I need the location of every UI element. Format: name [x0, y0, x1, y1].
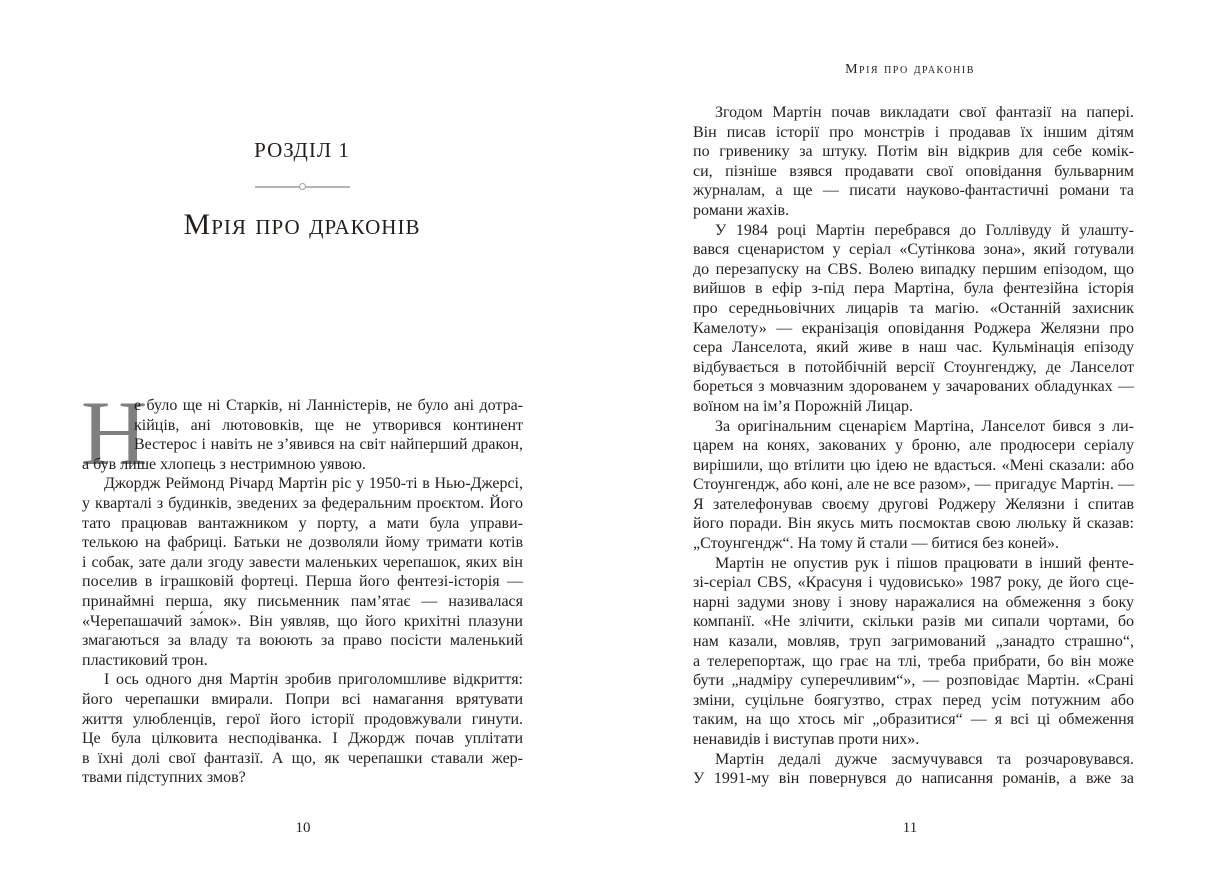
text-line: воїном на ім’я Порожній Лицар.	[693, 397, 914, 415]
text-line: відбувається в потойбічній версії Стоунгенджу, де Ланселот	[693, 358, 1134, 376]
left-body-text	[82, 396, 523, 788]
text-line: таким, на що хтось міг „образитися“ — я всі ці обмеження	[693, 711, 1134, 729]
text-line: царем на конях, закованих у броню, але продюсери серіалу	[693, 437, 1134, 455]
chapter-label: РОЗДІЛ 1	[254, 138, 350, 162]
paragraph	[693, 103, 1134, 221]
text-line: тато працював вантажником у порту, а мати була управи-	[82, 514, 523, 532]
text-line: його черепашки вмирали. Попри всі намагання врятувати	[82, 690, 523, 708]
page-number-left: 10	[295, 820, 311, 836]
text-line: пластиковий трон.	[82, 651, 208, 669]
text-line: І ось одного дня Мартін зробив приголомшливе відкриття:	[104, 671, 523, 689]
text-line: компанії. «Не злічити, скільки разів ми сипали чортами, бо	[693, 613, 1134, 631]
text-line: телькою на фабриці. Батьки не дозволяли йому тримати котів	[82, 534, 523, 552]
text-line: його поради. Він якусь мить посмоктав свою люльку й сказав:	[693, 515, 1134, 533]
text-line: вався сценаристом у серіал «Сутінкова зона», який готували	[693, 241, 1134, 259]
text-line: Джордж Реймонд Річард Мартін ріс у 1950-ті в Нью-Джерсі,	[104, 475, 523, 493]
text-line: Це була цілковита несподіванка. І Джордж почав уплітати	[82, 730, 523, 748]
page-number-right: 11	[902, 820, 918, 836]
text-line: Він писав історії про монстрів і продавав їх іншим дітям	[693, 123, 1134, 141]
text-line: поселив в іграшковій фортеці. Перша його фентезі-історія —	[82, 573, 523, 591]
text-line: зі-серіал CBS, «Красуня і чудовисько» 1987 року, де його сце-	[693, 574, 1134, 592]
text-line: «Черепашачий за́мок». Він уявляв, що його крихітні плазуни	[82, 612, 523, 630]
text-line: по гривенику за штуку. Потім він відкрив для себе комік-	[693, 143, 1134, 161]
right-page	[607, 0, 1214, 882]
text-line: бореться з мовчазним здорованем у зачарованих обладунках —	[693, 378, 1134, 396]
paragraph	[693, 554, 1134, 750]
text-line: кійців, ані лютововків, ще не утворився континент	[134, 416, 523, 434]
text-line: Вестерос і навіть не з’явився на світ найперший дракон,	[134, 436, 523, 454]
text-line: а був лише хлопець з нестримною уявою.	[82, 455, 366, 473]
right-body-text	[693, 103, 1134, 789]
running-head: Мрія про драконів	[845, 62, 975, 77]
text-line: У 1984 році Мартін перебрався до Голлівуду й улашту-	[715, 221, 1134, 239]
text-line: нам казали, мовляв, труп загримований „занадто страшно“,	[693, 633, 1134, 651]
paragraph	[693, 417, 1134, 554]
text-line: бути „надміру суперечливим“», — розповідає Мартін. «Срані	[693, 672, 1134, 690]
paragraph	[82, 396, 523, 474]
ornament-dot	[299, 183, 306, 190]
text-line: і собак, зате дали згоду завести маленьких черепашок, яких він	[82, 553, 523, 571]
text-line: Стоунгендж, або коні, але не все разом», — пригадує Мартін. —	[693, 476, 1134, 494]
text-line: журналам, а ще — писати науково-фантастичні романи та	[693, 182, 1134, 200]
text-line: Мартін не опустив рук і пішов працювати в інший фенте-	[715, 554, 1134, 572]
text-line: в їхні долі свої фантазії. А що, як черепашки ставали жер-	[82, 749, 523, 767]
text-line: зміни, суцільне боягузтво, страх перед усім потужним або	[693, 691, 1134, 709]
text-line: романи жахів.	[693, 201, 790, 219]
paragraph	[82, 670, 523, 788]
chapter-title: Мрія про драконів	[183, 208, 421, 241]
text-line: е було ще ні Старків, ні Ланністерів, не було ані дотра-	[134, 397, 523, 414]
text-line: „Стоунгендж“. На тому й стали — битися без коней».	[693, 535, 1059, 553]
text-line: сера Ланселота, який живе в наш час. Кульмінація епізоду	[693, 339, 1134, 357]
text-line: нарні задуми знову і знову наражалися на обмеження з боку	[693, 593, 1134, 611]
paragraph	[82, 474, 523, 670]
text-line: змагаються за владу та воюють за право посісти маленький	[82, 632, 523, 650]
text-line: Згодом Мартін почав викладати свої фантазії на папері.	[715, 104, 1134, 121]
text-line: твами підступних змов?	[82, 769, 246, 787]
paragraph	[693, 750, 1134, 789]
text-line: Я зателефонував своєму другові Роджеру Желязни і спитав	[693, 495, 1134, 513]
text-line: си, пізніше взявся продавати свої оповідання бульварним	[693, 162, 1134, 180]
text-line: у кварталі з будинків, зведених за федеральним проєктом. Його	[82, 494, 523, 512]
text-line: За оригінальним сценарієм Мартіна, Ланселот бився з ли-	[715, 417, 1134, 435]
text-line: вирішили, що втілити цю ідею не вдасться. «Мені сказали: або	[693, 456, 1134, 474]
text-line: вийшов в ефір з-під пера Мартіна, була фентезійна історія	[693, 280, 1134, 298]
text-line: до перезапуску на CBS. Волею випадку першим епізодом, що	[693, 260, 1134, 278]
text-line: У 1991-му він повернувся до написання романів, а вже за	[693, 770, 1134, 788]
text-line: принаймні перша, яку письменник пам’ятає — називалася	[82, 592, 523, 610]
text-line: а телерепортаж, що грає на тлі, треба прибрати, бо він може	[693, 652, 1134, 670]
text-line: ненавидів і виступав проти них».	[693, 731, 920, 748]
text-line: про середньовічних лицарів та магію. «Останній захисник	[693, 299, 1134, 317]
text-line: Камелоту» — екранізація оповідання Роджера Желязни про	[693, 319, 1134, 337]
text-line: Мартін дедалі дужче засмучувався та розчаровувався.	[715, 750, 1134, 768]
paragraph	[693, 221, 1134, 417]
text-line: життя улюбленців, герої його історії продовжували гинути.	[82, 710, 523, 728]
drop-cap: Н	[81, 382, 148, 484]
